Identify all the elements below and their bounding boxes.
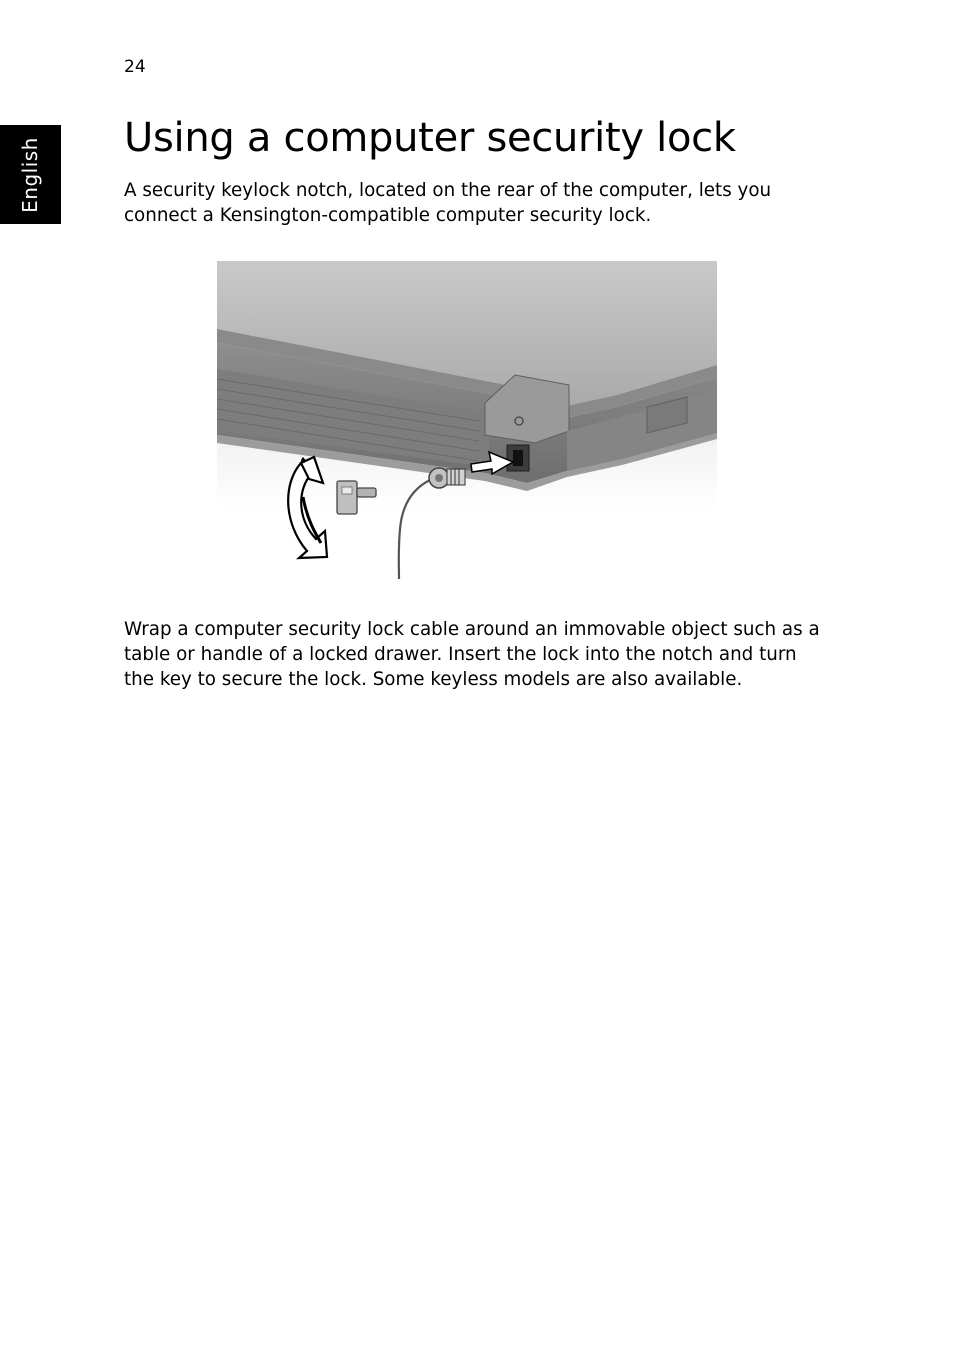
intro-paragraph: A security keylock notch, located on the rear of the computer, lets you connect a Kensington-compatible computer security lock. [124,180,772,226]
language-tab [0,125,61,224]
language-tab-label: English [18,137,42,213]
security-lock-illustration [217,261,717,579]
laptop-rear-icon [217,261,717,509]
body-paragraph: Wrap a computer security lock cable around an immovable object such as a table or handle of a locked drawer. Insert the lock into the notch and turn the key to secure the lock. Some keyless models are also available. [124,619,820,690]
page-number: 24 [124,57,146,77]
page-title: Using a computer security lock [124,115,736,161]
